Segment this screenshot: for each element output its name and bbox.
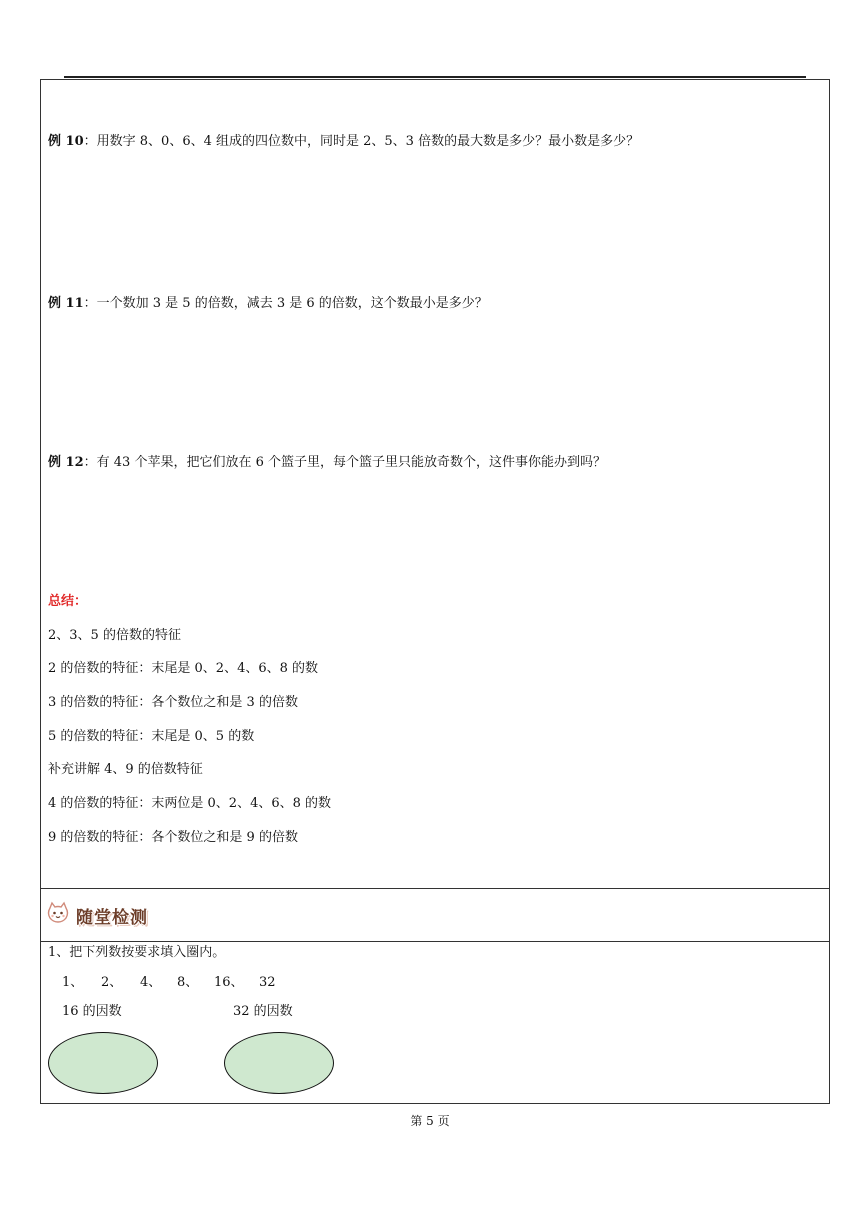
exercise-question: 1、把下列数按要求填入圈内。 — [48, 945, 226, 960]
example-label: 例 11 — [48, 296, 84, 311]
example-label: 例 12 — [48, 455, 84, 470]
section-banner — [46, 900, 148, 930]
summary-line: 补充讲解 4、9 的倍数特征 — [48, 762, 203, 777]
answer-ellipse-32[interactable] — [224, 1032, 334, 1094]
example-11 — [48, 296, 488, 312]
label-16-factors: 16 的因数 — [62, 1004, 122, 1019]
number-item: 2、 — [101, 975, 123, 990]
page-number: 第 5 页 — [410, 1114, 450, 1128]
number-item: 32 — [259, 975, 276, 990]
example-label: 例 10 — [48, 134, 84, 149]
example-separator: ： — [83, 455, 97, 470]
example-text: 用数字 8、0、6、4 组成的四位数中，同时是 2、5、3 倍数的最大数是多少？最小数是多少？ — [96, 134, 640, 149]
example-text: 一个数加 3 是 5 的倍数，减去 3 是 6 的倍数，这个数最小是多少？ — [96, 296, 488, 311]
summary-line: 4 的倍数的特征：末两位是 0、2、4、6、8 的数 — [48, 796, 332, 811]
summary-line: 5 的倍数的特征：末尾是 0、5 的数 — [48, 729, 255, 744]
summary-line: 2 的倍数的特征：末尾是 0、2、4、6、8 的数 — [48, 661, 319, 676]
number-item: 8、 — [177, 975, 199, 990]
answer-ellipse-16[interactable] — [48, 1032, 158, 1094]
example-separator: ： — [83, 296, 97, 311]
section-title: 随堂检测 — [76, 907, 148, 928]
label-32-factors: 32 的因数 — [233, 1004, 293, 1019]
number-item: 16、 — [214, 975, 244, 990]
header-rule — [64, 76, 806, 78]
example-text: 有 43 个苹果，把它们放在 6 个篮子里，每个篮子里只能放奇数个，这件事你能办到吗？ — [96, 455, 606, 470]
summary-line: 3 的倍数的特征：各个数位之和是 3 的倍数 — [48, 695, 298, 710]
summary-heading: 总结： — [48, 594, 88, 609]
section-divider-bottom — [40, 941, 830, 942]
cartoon-face-icon — [46, 901, 70, 929]
summary-line: 2、3、5 的倍数的特征 — [48, 628, 181, 643]
number-item: 4、 — [140, 975, 162, 990]
number-item: 1、 — [62, 975, 84, 990]
example-separator: ： — [83, 134, 97, 149]
section-divider-top — [40, 888, 830, 889]
example-12 — [48, 455, 606, 471]
example-10 — [48, 134, 639, 150]
summary-line: 9 的倍数的特征：各个数位之和是 9 的倍数 — [48, 830, 298, 845]
